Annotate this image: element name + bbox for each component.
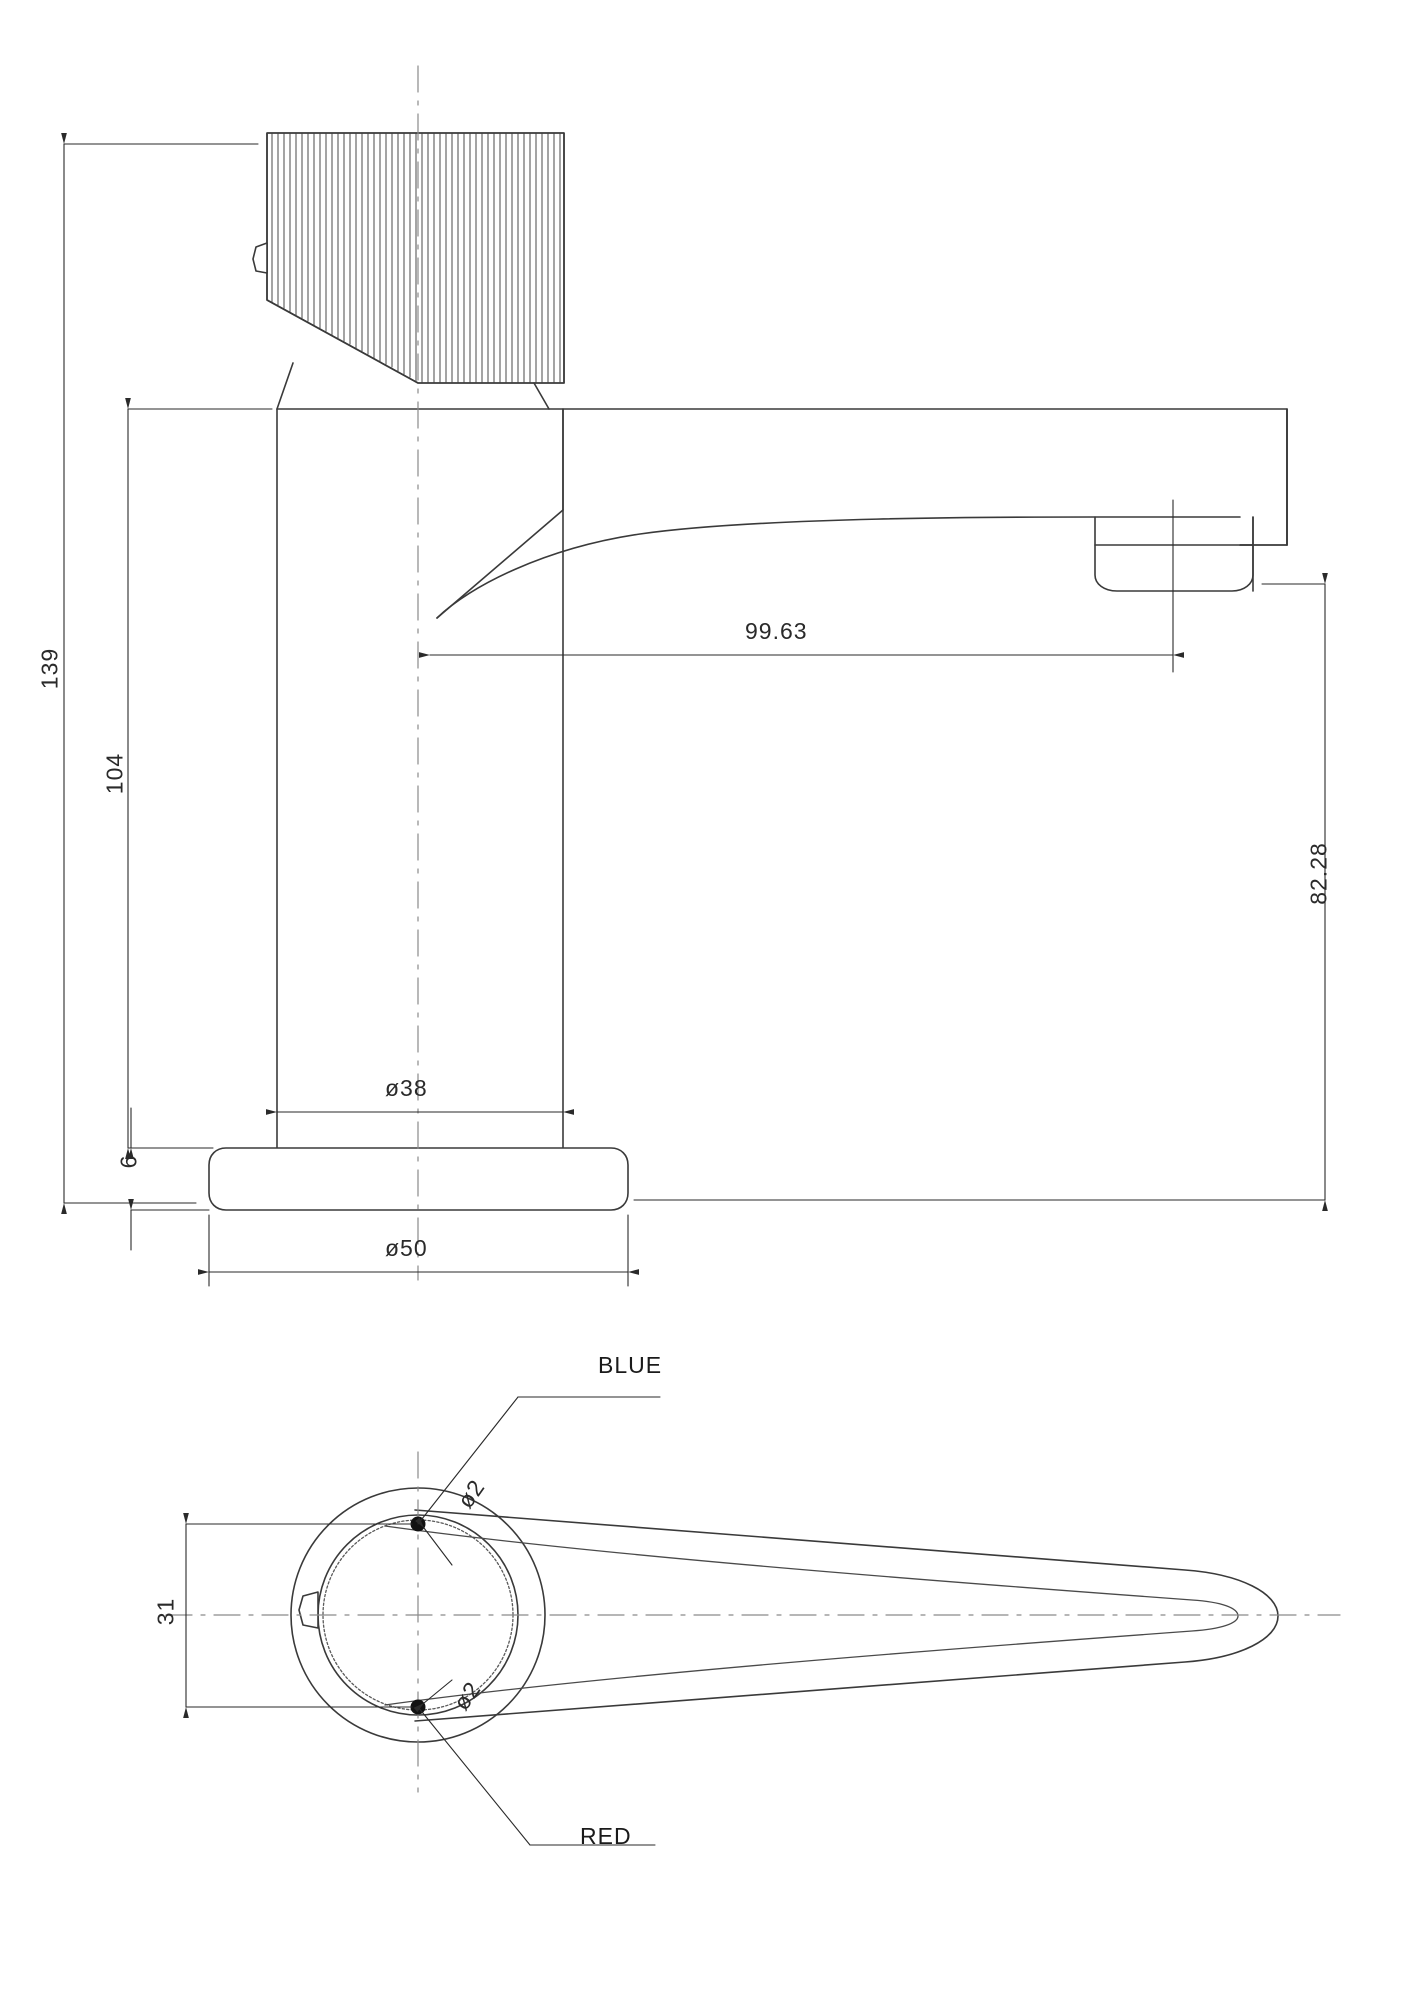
tap-body-and-spout <box>277 409 1287 1148</box>
dim-handle-width: 31 <box>152 1597 179 1626</box>
dim-body-diameter: ø38 <box>385 1075 428 1101</box>
dim-base-diameter: ø50 <box>385 1235 428 1261</box>
handle-knurled-body <box>253 133 564 383</box>
dim-hole-blue: ø2 <box>452 1474 490 1513</box>
dimension-lines <box>64 144 1325 1286</box>
plan-view <box>166 1452 1340 1792</box>
dim-hole-red: ø2 <box>448 1676 486 1715</box>
dim-base-thickness: 6 <box>115 1154 142 1169</box>
annotation-blue: BLUE <box>598 1352 663 1378</box>
dim-body-height: 104 <box>101 752 128 795</box>
annotation-red: RED <box>580 1823 632 1849</box>
dim-spout-height: 82.28 <box>1305 842 1332 905</box>
plan-dimension-lines <box>186 1397 660 1845</box>
dim-spout-reach: 99.63 <box>745 618 808 644</box>
dim-overall-height: 139 <box>36 647 63 690</box>
